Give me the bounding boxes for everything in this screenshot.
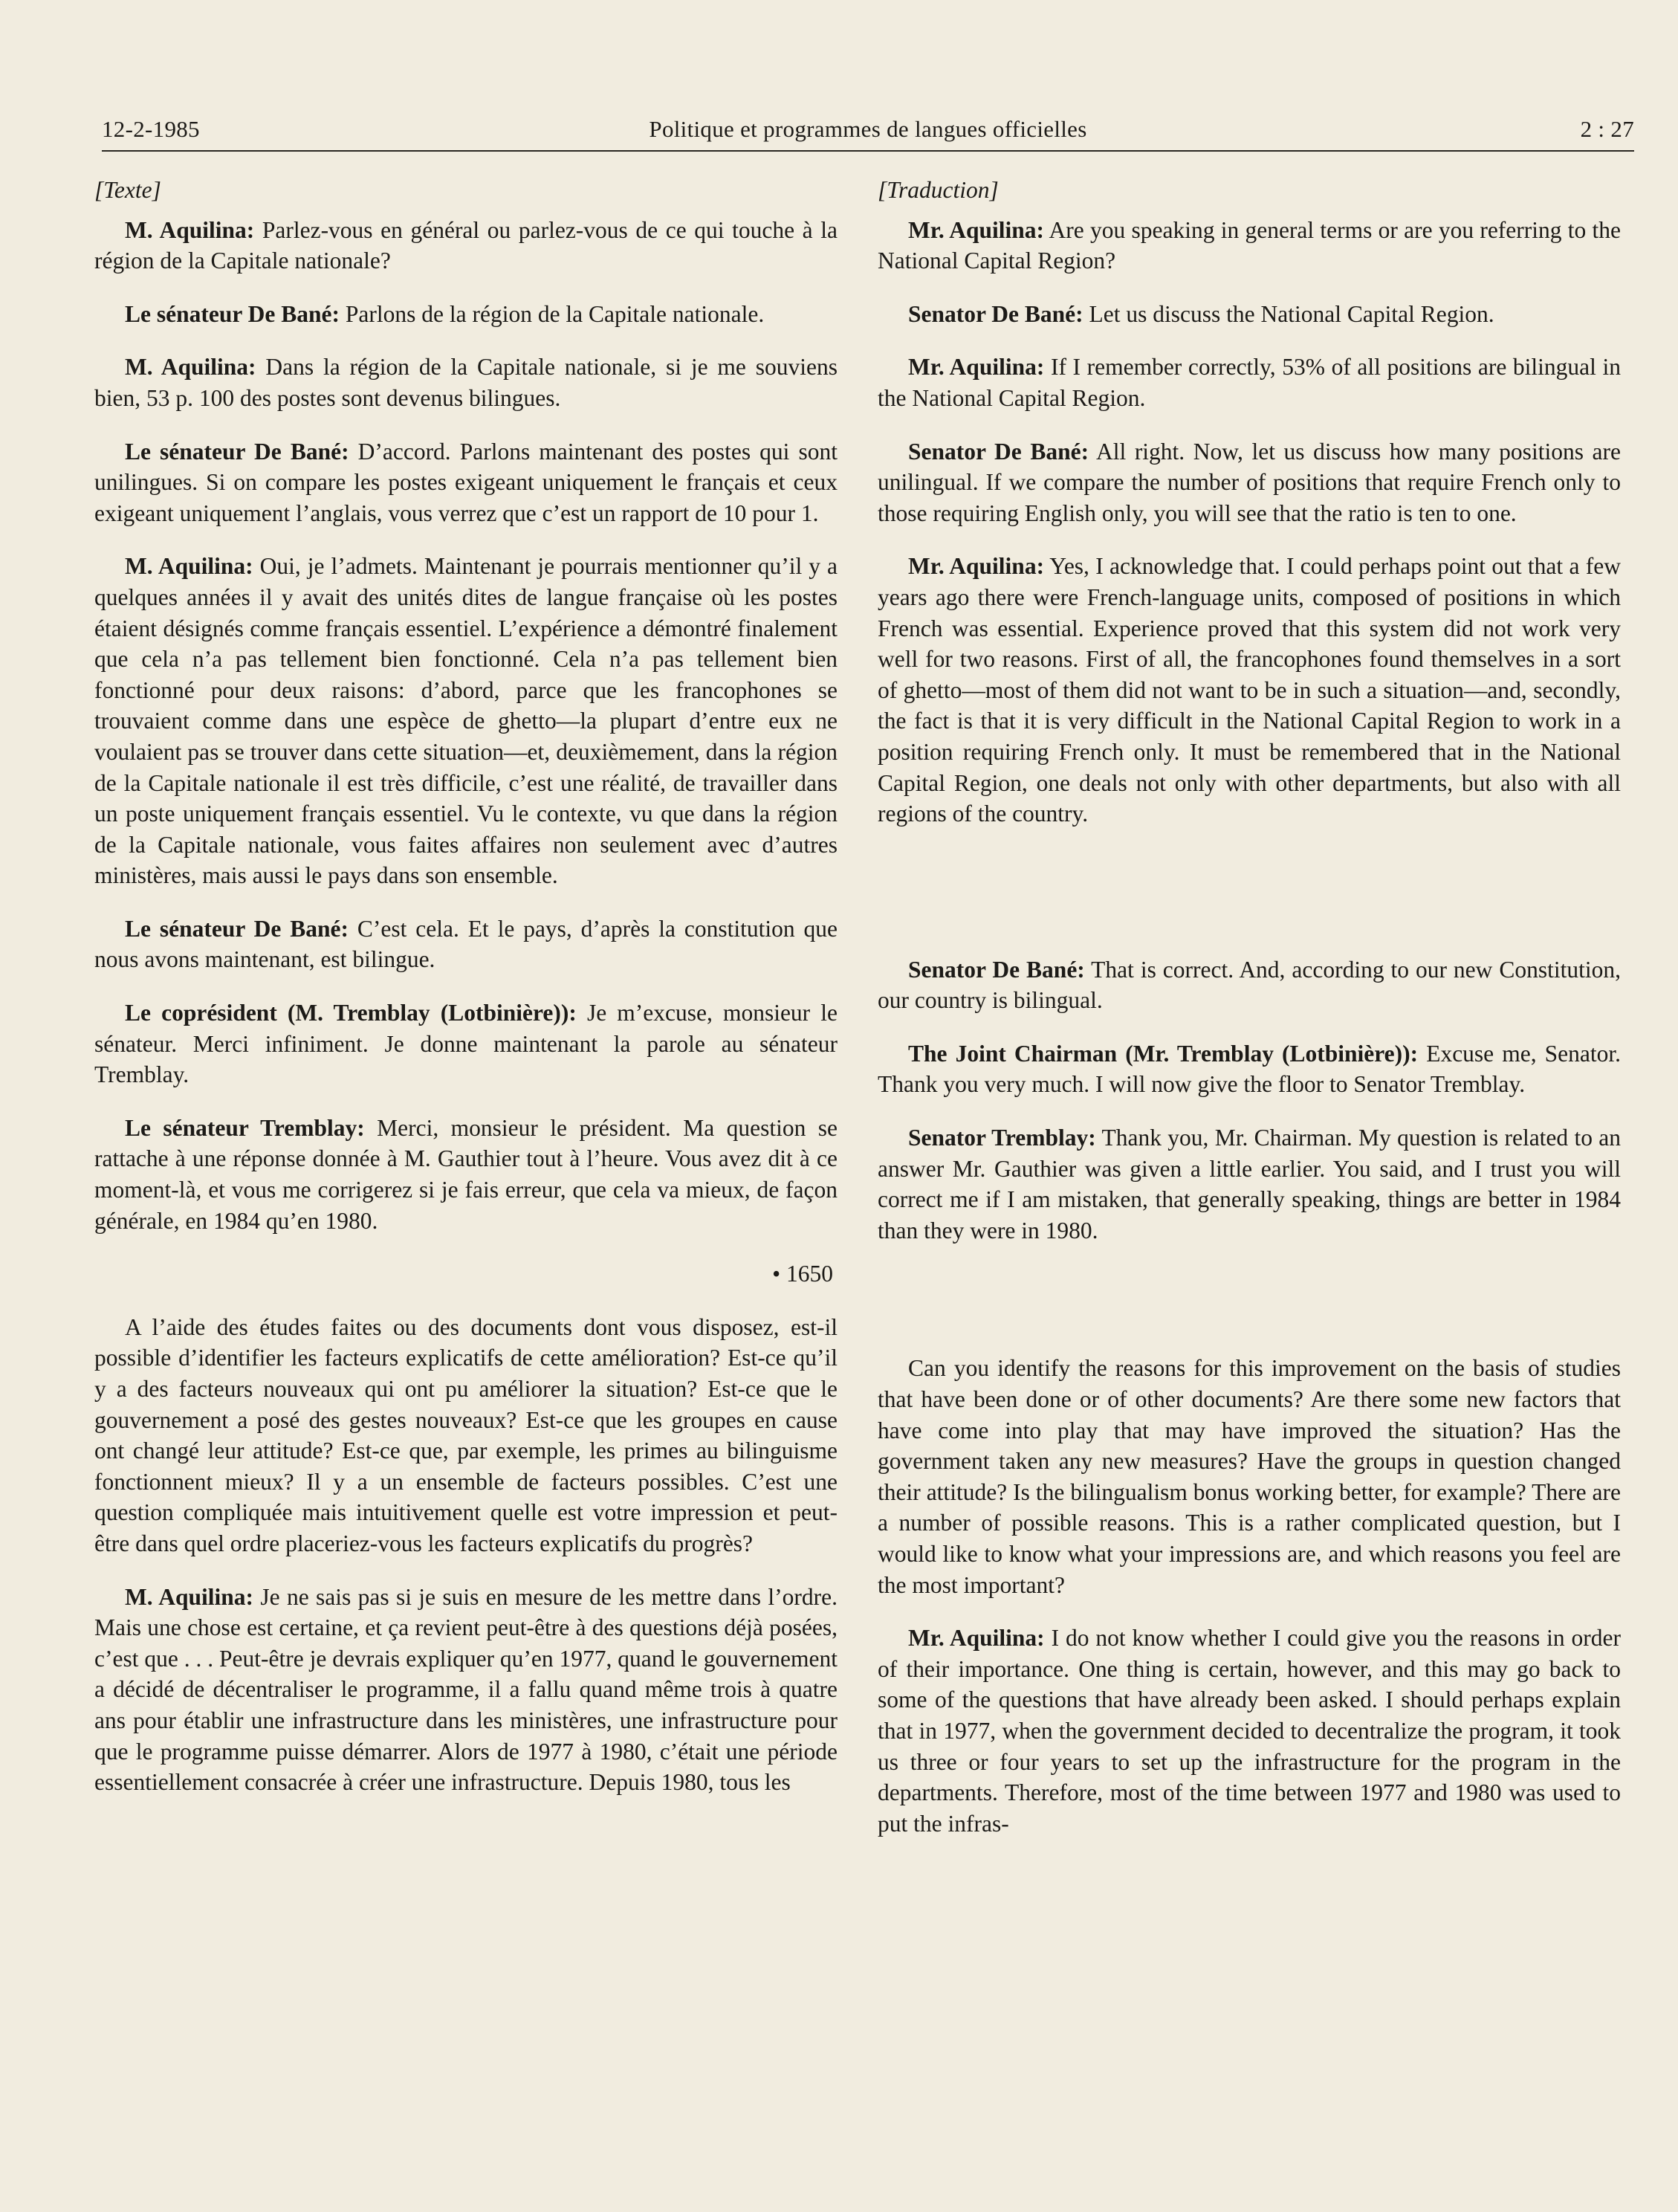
speaker: Mr. Aquilina: — [908, 216, 1045, 243]
paragraph — [94, 1113, 838, 1236]
speech: All right. Now, let us discuss how many positions are unilingual. If we compare the number of positions that require French only to those requiring English only, you will see that the ratio is ten to one. — [878, 438, 1622, 526]
speech: Parlez-vous en général ou parlez-vous de ce qui touche à la région de la Capitale nationale? — [94, 216, 838, 274]
speaker: Le sénateur De Bané: — [125, 438, 349, 465]
speech: Can you identify the reasons for this improvement on the basis of studies that have been done or of other documents? Are there some new factors that have come into play that may have improved the situation? Has the government taken any new measures? Have the groups in question changed their attitude? Is the bilingualism bonus working better, for example? There are a number of possible reasons. This is a rather complicated question, but I would like to know what your impressions are, and which reasons you feel are the most important? — [878, 1355, 1621, 1598]
speaker: Senator Tremblay: — [908, 1125, 1096, 1151]
paragraph — [878, 436, 1621, 529]
speaker: Le sénateur Tremblay: — [125, 1114, 365, 1141]
paragraph — [878, 954, 1621, 1016]
speech: Oui, je l’admets. Maintenant je pourrais mentionner qu’il y a quelques années il y avait des unités dites de langue française où les postes étaient désignés comme français essentiel. L’expérience a démontré finalement que cela n’a pas tellement bien fonctionné. Cela n’a pas tellement bien fonctionné pour deux raisons: d’abord, parce que les francophones se trouvaient comme dans une espèce de ghetto—la plupart d’entre eux ne voulaient pas se trouver dans cette situation—et, deuxièmement, dans la région de la Capitale nationale il est très difficile, c’est une réalité, de travailler dans un poste uniquement français essentiel. Vu le contexte, vu que dans la région de la Capitale nationale, vous faites affaires non seulement avec d’autres ministères, mais aussi le pays dans son ensemble. — [94, 553, 838, 889]
speaker: Senator De Bané: — [908, 300, 1083, 327]
paragraph — [94, 352, 838, 413]
header-rule — [102, 150, 1634, 152]
column-spacer — [878, 1268, 1621, 1353]
paragraph — [94, 215, 838, 276]
header-date: 12-2-1985 — [102, 116, 200, 142]
speaker: M. Aquilina: — [125, 354, 256, 381]
paragraph — [878, 299, 1621, 330]
speaker: The Joint Chairman (Mr. Tremblay (Lotbinière)): — [908, 1040, 1419, 1067]
english-column — [878, 167, 1621, 1861]
speech: Dans la région de la Capitale nationale, si je me souviens bien, 53 p. 100 des postes sont devenus bilingues. — [94, 354, 838, 411]
time-marker: • 1650 — [772, 1261, 833, 1287]
column-spacer — [878, 852, 1621, 954]
speaker: Le coprésident (M. Tremblay (Lotbinière)): — [125, 1000, 577, 1026]
paragraph — [878, 1353, 1621, 1600]
paragraph — [878, 551, 1621, 829]
speech: Yes, I acknowledge that. I could perhaps point out that a few years ago there were French-language units, composed of positions in which French was essential. Experience proved that this system did not work very well for two reasons. First of all, the francophones found themselves in a sort of ghetto—most of them did not want to be in such a situation—and, secondly, the fact is that it is very difficult in the National Capital Region to work in a position requiring French only. It must be remembered that in the National Capital Region, one deals not only with other departments, but also with all regions of the country. — [878, 553, 1621, 827]
paragraph — [94, 299, 838, 330]
speaker: Mr. Aquilina: — [908, 553, 1045, 580]
paragraph — [878, 1038, 1621, 1100]
paragraph — [94, 551, 838, 891]
paragraph — [94, 1312, 838, 1559]
speaker: Mr. Aquilina: — [908, 1625, 1045, 1652]
column-label: [Traduction] — [878, 177, 999, 203]
speech: Je ne sais pas si je suis en mesure de les mettre dans l’ordre. Mais une chose est certaine, et ça revient peut-être à des questions déjà posées, c’est que . . . Peut-être je devrais expliquer qu’en 1977, quand le gouvernement a décidé de décentraliser le programme, il a fallu quand même trois à quatre ans pour établir une infrastructure dans les ministères, une infrastructure pour que le programme puisse démarrer. Alors de 1977 à 1980, c’était une période essentiellement consacrée à créer une infrastructure. Depuis 1980, tous les — [94, 1583, 838, 1796]
speaker: M. Aquilina: — [125, 1583, 254, 1610]
paragraph — [94, 436, 838, 529]
french-column — [94, 167, 838, 1820]
paragraph — [94, 1582, 838, 1798]
header-page-number: 2 : 27 — [1580, 116, 1634, 142]
speech: Merci, monsieur le président. Ma question se rattache à une réponse donnée à M. Gauthier tout à l’heure. Vous avez dit à ce moment-là, et vous me corrigerez si je fais erreur, que cela va mieux, de façon générale, en 1984 qu’en 1980. — [94, 1114, 838, 1234]
speaker: Senator De Bané: — [908, 438, 1089, 465]
speaker: Le sénateur De Bané: — [125, 915, 349, 942]
speech: Je m’excuse, monsieur le sénateur. Merci infiniment. Je donne maintenant la parole au sénateur Tremblay. — [94, 1000, 838, 1088]
paragraph — [878, 1122, 1621, 1246]
speaker: Mr. Aquilina: — [908, 354, 1045, 381]
page-header — [102, 111, 1634, 149]
speaker: Senator De Bané: — [908, 956, 1085, 983]
speech: C’est cela. Et le pays, d’après la constitution que nous avons maintenant, est bilingue. — [94, 915, 838, 973]
speech: If I remember correctly, 53% of all positions are bilingual in the National Capital Region. — [878, 354, 1621, 411]
speaker: M. Aquilina: — [125, 553, 253, 580]
speaker: M. Aquilina: — [125, 216, 255, 243]
column-label: [Texte] — [94, 177, 161, 203]
speech: That is correct. And, according to our new Constitution, our country is bilingual. — [878, 956, 1621, 1014]
paragraph — [878, 1623, 1621, 1839]
speech: Parlons de la région de la Capitale nationale. — [340, 300, 765, 327]
paragraph — [878, 215, 1621, 276]
paragraph — [94, 913, 838, 975]
paragraph — [94, 997, 838, 1090]
speech: A l’aide des études faites ou des documents dont vous disposez, est-il possible d’identifier les facteurs explicatifs de cette amélioration? Est-ce qu’il y a des facteurs nouveaux qui ont pu améliorer la situation? Est-ce que le gouvernement a posé des gestes nouveaux? Est-ce que les groupes en cause ont changé leur attitude? Est-ce que, par exemple, les primes au bilinguisme fonctionnent mieux? Il y a un ensemble de facteurs possibles. C’est une question compliquée mais intuitivement quelle est votre impression et peut-être dans quel ordre placeriez-vous les facteurs explicatifs du progrès? — [94, 1313, 838, 1556]
speech: Excuse me, Senator. Thank you very much. I will now give the floor to Senator Tremblay. — [878, 1040, 1621, 1098]
paragraph — [878, 352, 1621, 413]
speech: Let us discuss the National Capital Region. — [1083, 300, 1494, 327]
speech: I do not know whether I could give you the reasons in order of their importance. One thing is certain, however, and this may go back to some of the questions that have already been asked. I should perhaps explain that in 1977, when the government decided to decentralize the program, it took us three or four years to set up the infrastructure for the program in the departments. Therefore, most of the time between 1977 and 1980 was used to put the infras- — [878, 1625, 1622, 1837]
speech: D’accord. Parlons maintenant des postes qui sont unilingues. Si on compare les postes exigeant uniquement le français et ceux exigeant uniquement l’anglais, vous verrez que c’est un rapport de 10 pour 1. — [94, 438, 838, 526]
speech: Are you speaking in general terms or are you referring to the National Capital Region? — [878, 216, 1621, 274]
header-title: Politique et programmes de langues officielles — [649, 116, 1087, 142]
speaker: Le sénateur De Bané: — [125, 300, 340, 327]
speech: Thank you, Mr. Chairman. My question is related to an answer Mr. Gauthier was given a little earlier. You said, and I trust you will correct me if I am mistaken, that generally speaking, things are better in 1984 than they were in 1980. — [878, 1125, 1622, 1244]
